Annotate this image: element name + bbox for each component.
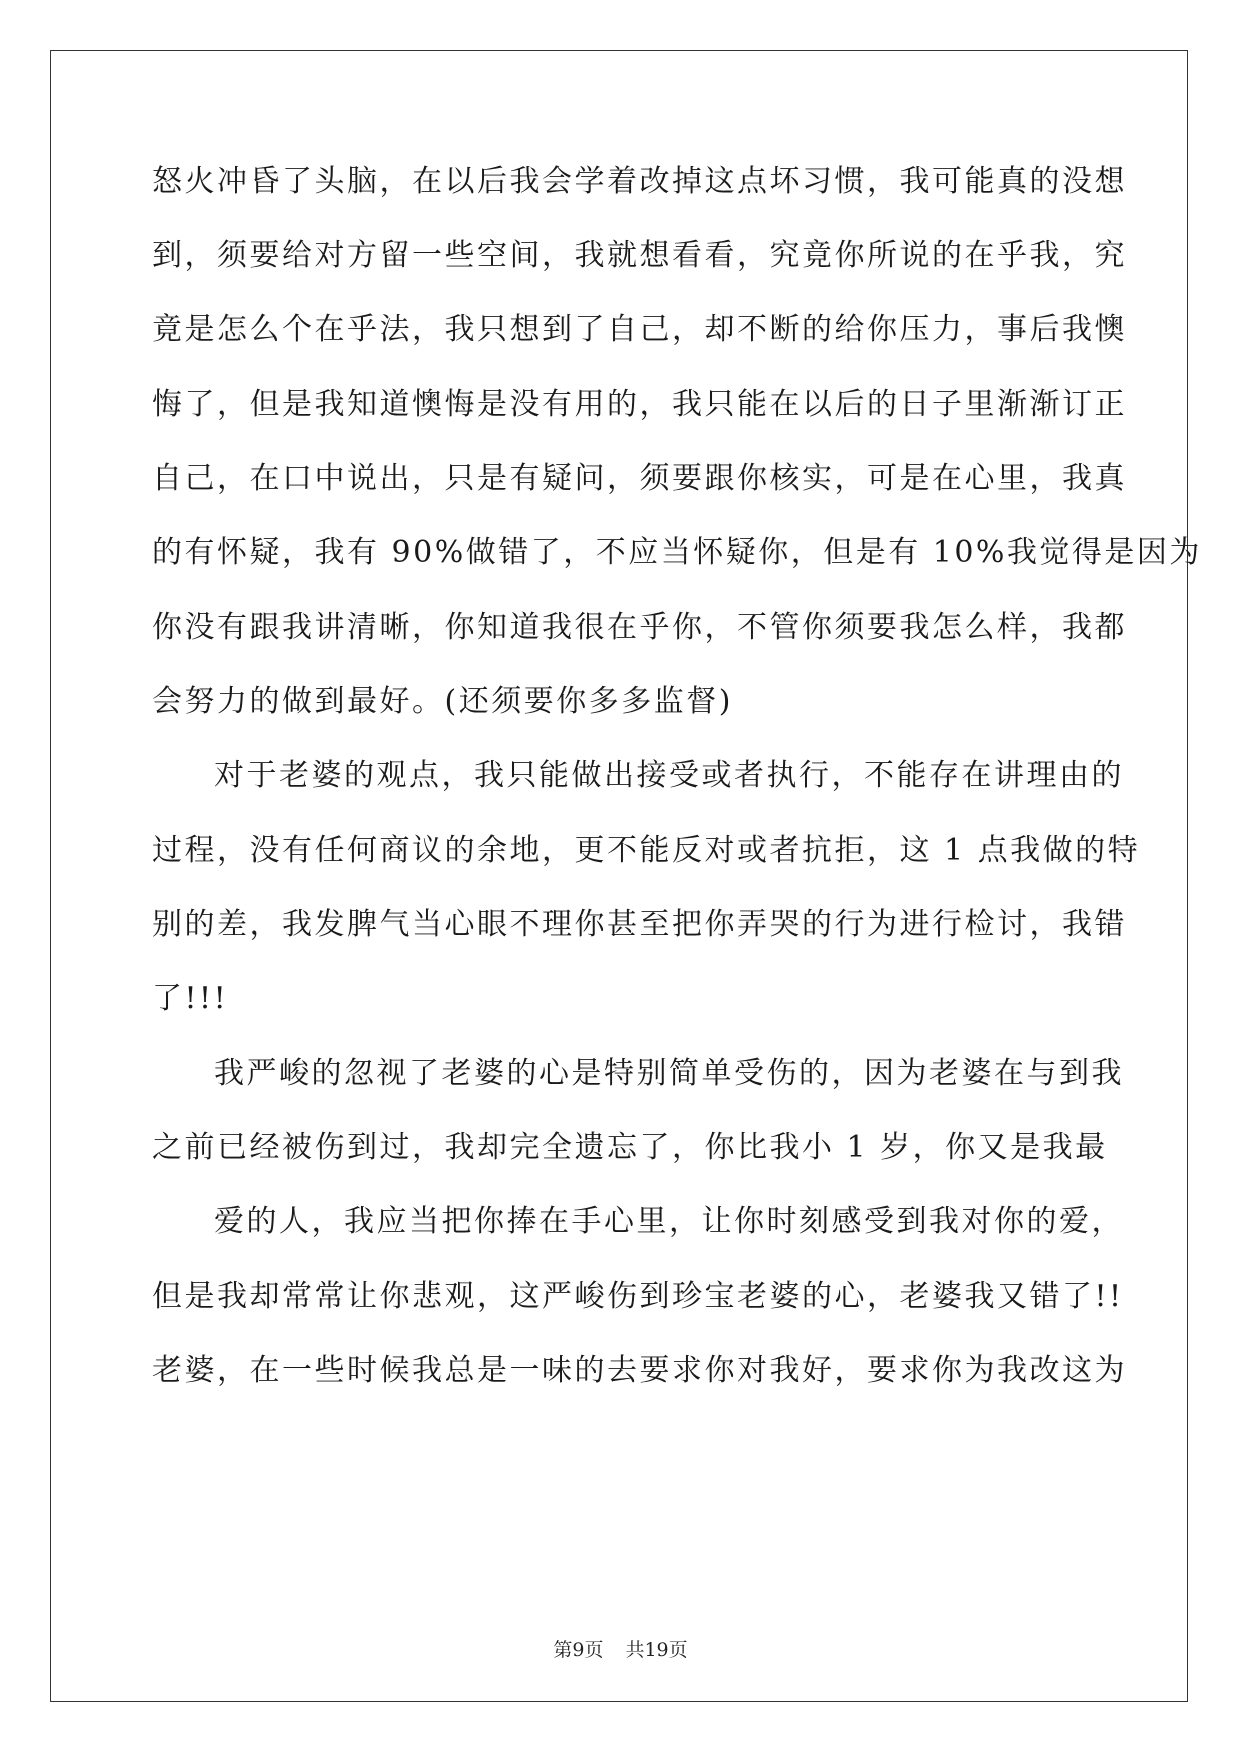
- text-line: 的有怀疑，我有 90%做错了，不应当怀疑你，但是有 10%我觉得是因为: [152, 535, 1202, 570]
- text-line: 但是我却常常让你悲观，这严峻伤到珍宝老婆的心，老婆我又错了!!: [152, 1279, 1124, 1314]
- paragraph-start-line: 我严峻的忽视了老婆的心是特别简单受伤的，因为老婆在与到我: [214, 1056, 1124, 1091]
- paragraph-start-line: 对于老婆的观点，我只能做出接受或者执行，不能存在讲理由的: [214, 758, 1124, 793]
- page-border: [50, 50, 1188, 1702]
- text-line: 老婆，在一些时候我总是一味的去要求你对我好，要求你为我改这为: [152, 1353, 1127, 1388]
- text-line: 到，须要给对方留一些空间，我就想看看，究竟你所说的在乎我，究: [152, 238, 1127, 273]
- text-line: 自己，在口中说出，只是有疑问，须要跟你核实，可是在心里，我真: [152, 461, 1127, 496]
- text-line: 别的差，我发脾气当心眼不理你甚至把你弄哭的行为进行检讨，我错: [152, 907, 1127, 942]
- text-line: 怒火冲昏了头脑，在以后我会学着改掉这点坏习惯，我可能真的没想: [152, 164, 1127, 199]
- text-line: 之前已经被伤到过，我却完全遗忘了，你比我小 1 岁，你又是我最: [152, 1130, 1108, 1165]
- page-footer: [0, 1638, 1241, 1662]
- page-total: 共19页: [625, 1639, 688, 1661]
- text-line: 悔了，但是我知道懊悔是没有用的，我只能在以后的日子里渐渐订正: [152, 387, 1127, 422]
- paragraph-start-line: 爱的人，我应当把你捧在手心里，让你时刻感受到我对你的爱，: [214, 1204, 1124, 1239]
- page-number: 第9页: [553, 1639, 604, 1661]
- text-line: 会努力的做到最好。(还须要你多多监督): [152, 684, 733, 719]
- text-line: 过程，没有任何商议的余地，更不能反对或者抗拒，这 1 点我做的特: [152, 833, 1141, 868]
- text-line: 竟是怎么个在乎法，我只想到了自己，却不断的给你压力，事后我懊: [152, 312, 1127, 347]
- text-line: 你没有跟我讲清晰，你知道我很在乎你，不管你须要我怎么样，我都: [152, 610, 1127, 645]
- text-line: 了!!!: [152, 981, 229, 1016]
